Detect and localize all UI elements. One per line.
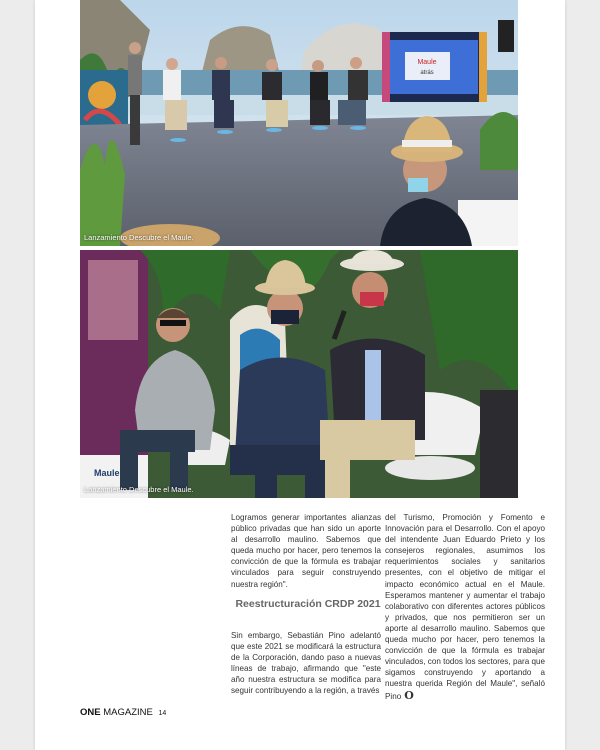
event-photo-bottom: [80, 250, 518, 498]
maule-brand-text: Maule: [94, 468, 120, 478]
footer-brand-one: ONE: [80, 707, 101, 718]
article-right-text: del Turismo, Promoción y Fomento e Innovación para el Desarrollo. Con el apoyo del intendente Juan Eduardo Prieto y los consejeros regionales, asumimos los requerimientos sociales y sanitarios presentes, con el objetivo de mitigar el impacto económico actual en el Maule. Esperamos mantener y aumentar el trabajo colaborativo con diferentes actores públicos y privados, que nos permitieron ser un aporte al desarrollo maulino. Sabemos que queda mucho por hacer, pero tenemos la convicción de que la fórmula es trabajar vinculados, con todos los sectores, para que sigamos construyendo y aportando a nuestra querida Región del Maule", señaló Pino: [385, 513, 545, 701]
photo-caption-bottom: Lanzamiento Descubre el Maule.: [84, 485, 194, 494]
page-footer: [80, 707, 166, 718]
end-mark-icon: O: [404, 688, 414, 702]
magazine-page: [35, 0, 565, 750]
article-column-right: [385, 512, 545, 702]
article-subheading: Reestructuración CRDP 2021: [235, 598, 381, 610]
event-photo-top: [80, 0, 518, 246]
screen-logo-line2: atrás: [420, 70, 434, 76]
footer-brand-magazine: MAGAZINE: [103, 707, 153, 718]
footer-page-number: 14: [158, 710, 167, 717]
article-column-left-intro: [231, 512, 381, 590]
article-paragraph-body: Sin embargo, Sebastián Pino adelantó que este 2021 se modificará la estructura de la Corporación, dando paso a nuevas líneas de trabajo, afirmando que "este año nuestra estructura se modifica para seguir contribuyendo a la región, a través: [231, 631, 381, 696]
article-column-left-body: [231, 630, 381, 697]
photo-caption-top: Lanzamiento Descubre el Maule.: [84, 233, 194, 242]
article-paragraph-right: [385, 512, 545, 702]
screen-logo-line1: Maule: [417, 59, 437, 66]
article-paragraph-intro: Logramos generar importantes alianzas público privadas que han sido un aporte al desarrollo maulino. Sabemos que queda mucho por hacer, pero tenemos la convicción de que la fórmula es trabajar vinculados para seguir construyendo nuestra región".: [231, 513, 381, 589]
event-photo-top-image: [80, 0, 518, 246]
event-photo-bottom-image: [80, 250, 518, 498]
